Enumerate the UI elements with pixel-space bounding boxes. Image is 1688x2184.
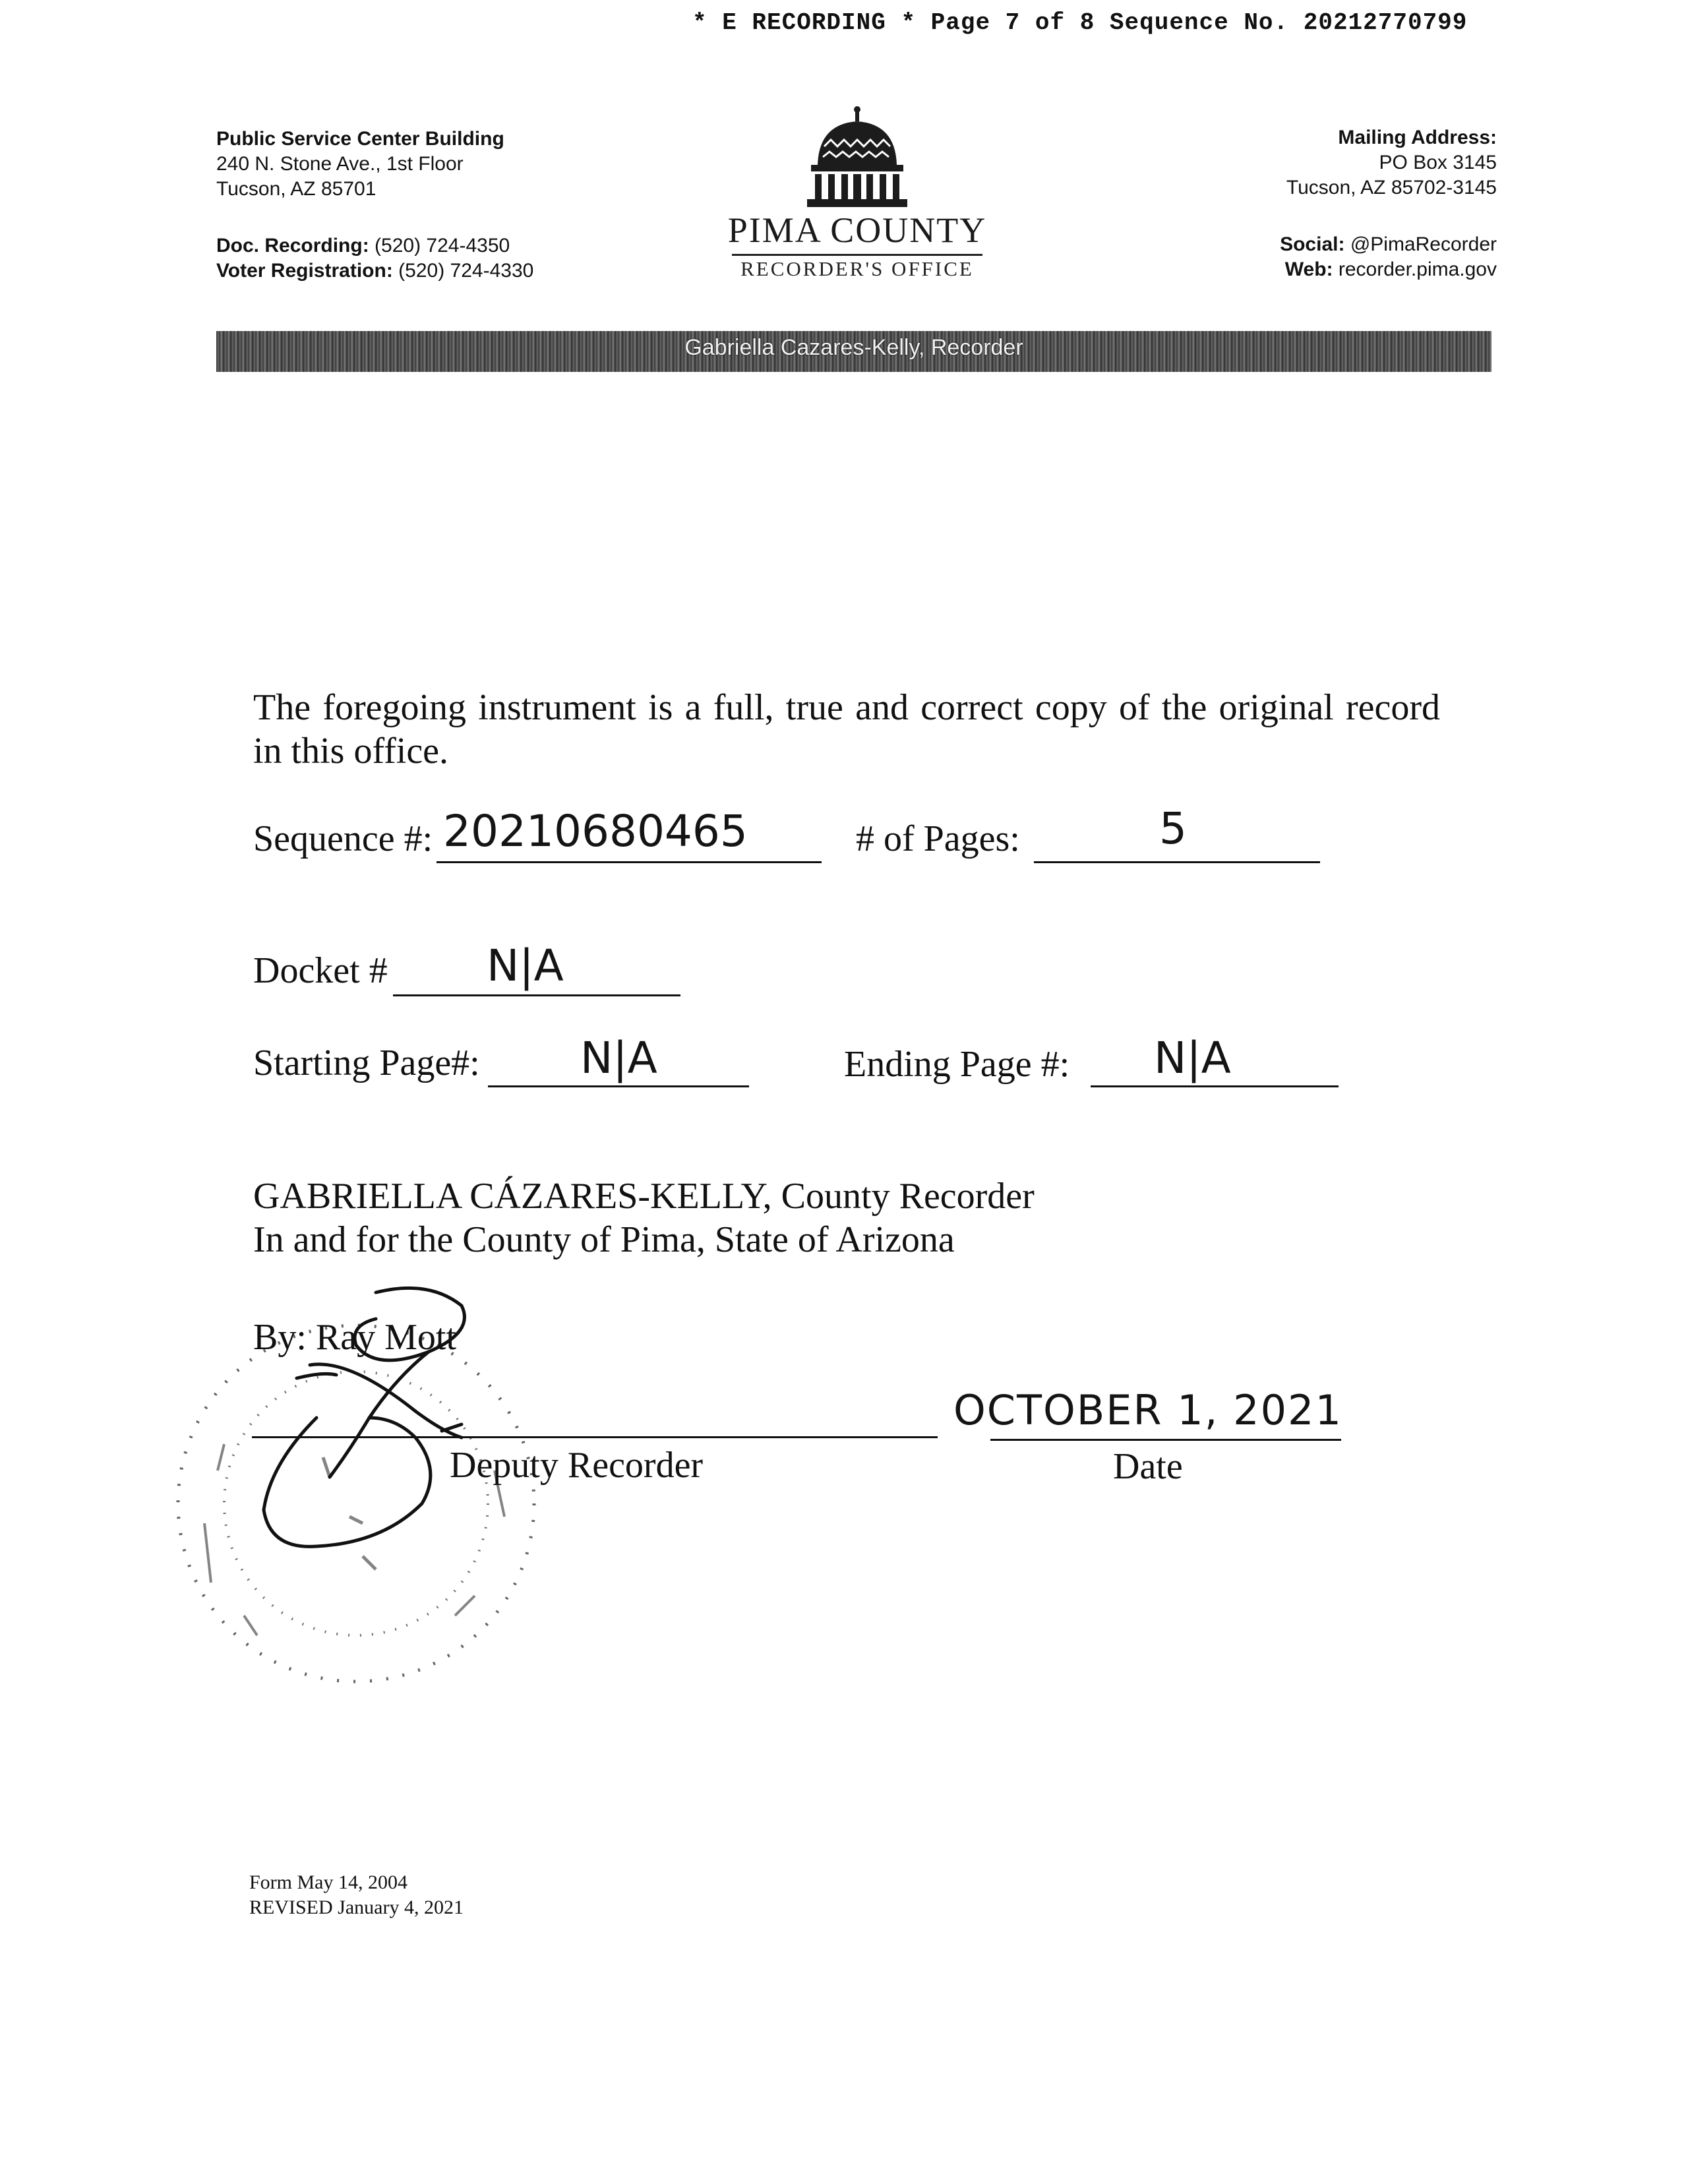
pages-underline [1034, 861, 1320, 863]
sequence-value: 20210680465 [443, 806, 748, 857]
web-line: Web: recorder.pima.gov [1284, 258, 1497, 280]
certification-statement: The foregoing instrument is a full, true and correct copy of the original record in this office. [253, 687, 1440, 772]
mailing-address [1147, 125, 1497, 200]
starting-page-underline [488, 1085, 749, 1087]
recorder-name: GABRIELLA CÁZARES-KELLY, County Recorder [253, 1176, 1035, 1217]
sequence-underline [437, 861, 822, 863]
by-label: By: Ray Mott [253, 1317, 457, 1358]
form-revised: REVISED January 4, 2021 [249, 1896, 464, 1918]
banner-text: Gabriella Cazares-Kelly, Recorder [684, 335, 1023, 360]
office-phones [216, 233, 678, 284]
office-address [216, 127, 678, 202]
city-address: Tucson, AZ 85701 [216, 178, 377, 200]
docket-label: Docket # [253, 950, 388, 991]
mailing-label: Mailing Address: [1338, 127, 1497, 148]
starting-page-label: Starting Page#: [253, 1043, 480, 1083]
signature-underline [252, 1436, 938, 1438]
docket-underline [393, 994, 680, 996]
ending-page-value: N|A [1154, 1033, 1231, 1083]
social-line: Social: @PimaRecorder [1280, 233, 1497, 255]
logo-subtitle: RECORDER'S OFFICE [740, 257, 974, 280]
logo-divider [732, 254, 982, 256]
building-name: Public Service Center Building [216, 128, 504, 150]
logo-title: PIMA COUNTY [727, 210, 987, 250]
recording-header: * E RECORDING * Page 7 of 8 Sequence No. 20212770799 [692, 9, 1468, 36]
doc-recording-line: Doc. Recording: (520) 724-4350 [216, 235, 510, 257]
starting-page-value: N|A [580, 1033, 657, 1083]
online-contact [1147, 232, 1497, 282]
ending-page-label: Ending Page #: [844, 1044, 1070, 1085]
date-underline [990, 1439, 1341, 1441]
form-date: Form May 14, 2004 [249, 1871, 407, 1893]
recorder-jurisdiction: In and for the County of Pima, State of Arizona [253, 1219, 955, 1260]
po-box: PO Box 3145 [1379, 152, 1497, 173]
signature-scribble [244, 1279, 495, 1569]
ending-page-underline [1091, 1085, 1339, 1087]
pages-value: 5 [1159, 803, 1187, 854]
pages-label: # of Pages: [856, 818, 1020, 859]
sequence-label: Sequence #: [253, 818, 433, 859]
mailing-city: Tucson, AZ 85702-3145 [1286, 177, 1497, 198]
docket-value: N|A [487, 940, 564, 991]
voter-registration-line: Voter Registration: (520) 724-4330 [216, 260, 534, 282]
date-value: OCTOBER 1, 2021 [953, 1386, 1342, 1434]
street-address: 240 N. Stone Ave., 1st Floor [216, 153, 464, 175]
date-label: Date [1113, 1446, 1183, 1487]
form-revision-info [249, 1870, 464, 1920]
deputy-recorder-label: Deputy Recorder [450, 1445, 704, 1486]
